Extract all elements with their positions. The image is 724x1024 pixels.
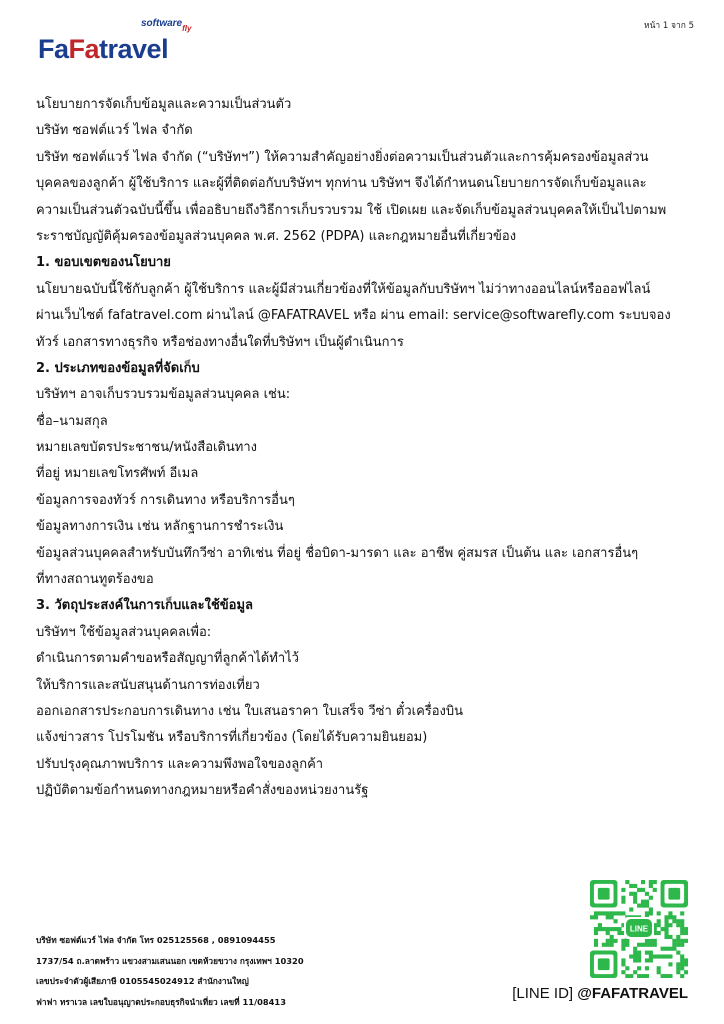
- logo-tag-software: software: [141, 18, 183, 29]
- body-text-line: นโยบายฉบับนี้ใช้กับลูกค้า ผู้ใช้บริการ และผู้มีส่วนเกี่ยวข้องที่ให้ข้อมูลกับบริษัทฯ ไม่ว่าทางออนไลน์หรือออฟไลน์: [36, 281, 651, 297]
- body-text-line: ที่ทางสถานทูตร้องขอ: [36, 572, 154, 588]
- company-footer: [36, 930, 396, 1013]
- company-logo: [38, 14, 198, 74]
- line-id: [512, 985, 688, 1002]
- logo-part-2: Fa: [68, 34, 100, 64]
- body-text-line: บริษัท ซอฟต์แวร์ ไฟล จำกัด (“บริษัทฯ”) ให้ความสำคัญอย่างยิ่งต่อความเป็นส่วนตัวและการคุ้มครองข้อมูลส่วน: [36, 149, 649, 165]
- page-number: หน้า 1 จาก 5: [643, 21, 694, 31]
- body-text-line: บริษัทฯ ใช้ข้อมูลส่วนบุคคลเพื่อ:: [36, 624, 212, 640]
- body-text-line: ความเป็นส่วนตัวฉบับนี้ขึ้น เพื่ออธิบายถึงวิธีการเก็บรวบรวม ใช้ เปิดเผย และจัดเก็บข้อมูลส่วนบุคคลให้เป็นไปตามพ: [36, 202, 667, 218]
- body-text-line: ออกเอกสารประกอบการเดินทาง เช่น ใบเสนอราคา ใบเสร็จ วีซ่า ตั๋วเครื่องบิน: [36, 703, 464, 719]
- body-text-line: หมายเลขบัตรประชาชน/หนังสือเดินทาง: [36, 440, 257, 456]
- body-text-line: ปรับปรุงคุณภาพบริการ และความพึงพอใจของลูกค้า: [36, 756, 324, 772]
- body-text-line: นโยบายการจัดเก็บข้อมูลและความเป็นส่วนตัว: [36, 97, 292, 112]
- body-text-line: ที่อยู่ หมายเลขโทรศัพท์ อีเมล: [36, 466, 199, 482]
- footer-line: ฟาฟา ทราเวล เลขใบอนุญาตประกอบธุรกิจนำเที่ยว เลขที่ 11/08413: [36, 997, 286, 1008]
- section-heading: 3. วัตถุประสงค์ในการเก็บและใช้ข้อมูล: [36, 598, 254, 614]
- body-text-line: ระราชบัญญัติคุ้มครองข้อมูลส่วนบุคคล พ.ศ. 2562 (PDPA) และกฎหมายอื่นที่เกี่ยวข้อง: [36, 228, 517, 244]
- body-text-line: ผ่านเว็บไซต์ fafatravel.com ผ่านไลน์ @FAFATRAVEL หรือ ผ่าน email: service@softwarefly.com ระบบจอง: [36, 308, 671, 324]
- logo-tag-fly: fly: [182, 24, 192, 33]
- body-text-line: ปฏิบัติตามข้อกำหนดทางกฎหมายหรือคำสั่งของหน่วยงานรัฐ: [36, 783, 369, 799]
- document-body: [36, 92, 686, 805]
- body-text-line: บริษัทฯ อาจเก็บรวบรวมข้อมูลส่วนบุคคล เช่น:: [36, 387, 291, 403]
- body-text-line: ข้อมูลส่วนบุคคลสำหรับบันทึกวีซ่า อาทิเช่น ที่อยู่ ชื่อบิดา-มารดา และ อาชีพ คู่สมรส เป็นต้น และ เอกสารอื่นๆ: [36, 545, 639, 561]
- line-id-prefix: [LINE ID]: [512, 985, 574, 1002]
- body-text-line: ทัวร์ เอกสารทางธุรกิจ หรือช่องทางอื่นใดที่บริษัทฯ เป็นผู้ดำเนินการ: [36, 334, 404, 350]
- section-heading: 2. ประเภทของข้อมูลที่จัดเก็บ: [36, 360, 200, 376]
- body-text-line: ข้อมูลการจองทัวร์ การเดินทาง หรือบริการอื่นๆ: [36, 492, 295, 508]
- logo-part-3: travel: [99, 34, 169, 64]
- body-text-line: แจ้งข่าวสาร โปรโมชัน หรือบริการที่เกี่ยวข้อง (โดยได้รับความยินยอม): [36, 730, 428, 746]
- body-text-line: ข้อมูลทางการเงิน เช่น หลักฐานการชำระเงิน: [36, 519, 284, 535]
- line-logo-label: LINE: [629, 924, 649, 934]
- body-text-line: บริษัท ซอฟต์แวร์ ไฟล จำกัด: [36, 123, 193, 139]
- line-id-value: @FAFATRAVEL: [577, 985, 688, 1002]
- body-text-line: ชื่อ–นามสกุล: [36, 413, 108, 429]
- section-heading: 1. ขอบเขตของนโยบาย: [36, 255, 171, 271]
- line-qr-code[interactable]: [590, 880, 688, 978]
- footer-line: บริษัท ซอฟต์แวร์ ไฟล จำกัด โทร 025125568 , 0891094455: [36, 935, 276, 945]
- logo-part-1: Fa: [38, 34, 69, 64]
- body-text-line: ให้บริการและสนับสนุนด้านการท่องเที่ยว: [36, 677, 260, 693]
- body-text-line: ดำเนินการตามคำขอหรือสัญญาที่ลูกค้าได้ทำไว้: [36, 651, 299, 667]
- footer-line: เลขประจำตัวผู้เสียภาษี 0105545024912 สำนักงานใหญ่: [36, 976, 249, 987]
- logo-wordmark: [38, 36, 168, 63]
- footer-line: 1737/54 ถ.ลาดพร้าว แขวงสามเสนนอก เขตห้วยขวาง กรุงเทพฯ 10320: [36, 955, 304, 966]
- logo-tagline: [141, 18, 192, 33]
- body-text-line: บุคคลของลูกค้า ผู้ใช้บริการ และผู้ที่ติดต่อกับบริษัทฯ ทุกท่าน บริษัทฯ จึงได้กำหนดนโยบายการจัดเก็บข้อมูลและ: [36, 176, 647, 192]
